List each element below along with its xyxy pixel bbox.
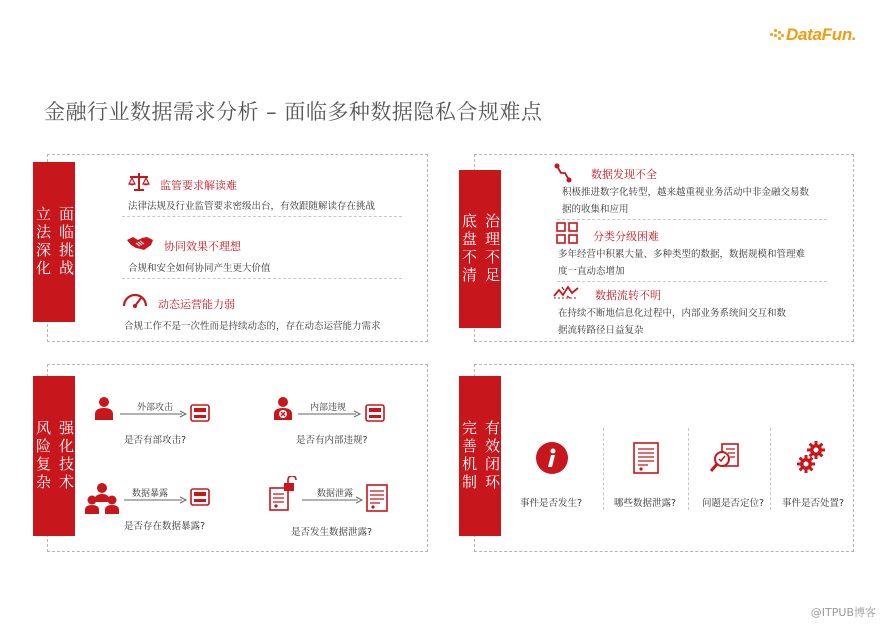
question-which-data-leaked: 哪些数据泄露? [614,498,677,509]
unlocked-document-icon [268,476,298,512]
item-title-collaboration: 协同效果不理想 [164,240,241,253]
label-internal-violation: 内部违规 [310,403,347,413]
side-label-risk [33,376,75,536]
arrow-icon [120,410,188,418]
person-icon [95,396,113,420]
item-desc-classification-1: 多年经营中积累大量、多种类型的数据，数据规模和管理难 [558,249,806,260]
item-desc-regulation: 法律法规及行业监管要求密级出台，有效跟随解读存在挑战 [128,201,376,212]
side-label-line2: 强化技术 [57,420,75,492]
page-title: 金融行业数据需求分析 – 面临多种数据隐私合规难点 [44,100,543,124]
arrow-icon [302,496,364,504]
info-icon [535,441,569,475]
arrow-icon [298,410,362,418]
person-blocked-icon [274,396,292,420]
divider [770,428,771,510]
question-data-leak: 是否发生数据泄露? [291,527,373,538]
side-label-legislation [33,162,75,322]
data-discovery-icon [554,163,572,183]
side-label-line1: 立法深化 [34,206,52,278]
handshake-icon [127,234,153,252]
storage-icon [365,404,385,422]
divider [557,219,827,220]
gauge-icon [122,292,148,308]
label-external-attack: 外部攻击 [137,403,174,413]
group-icon [85,482,119,514]
item-desc-collaboration: 合规和安全如何协同产生更大价值 [128,263,271,274]
question-data-exposure: 是否存在数据暴露? [124,521,206,532]
divider [603,428,604,510]
label-data-leak: 数据泄露 [317,489,354,499]
side-label-mechanism [459,376,501,536]
item-desc-operations: 合规工作不是一次性而是持续动态的，存在动态运营能力需求 [124,321,381,332]
item-title-operations: 动态运营能力弱 [158,298,235,311]
item-desc-discovery-2: 据的收集和应用 [562,204,629,215]
divider [122,278,402,279]
item-title-classification: 分类分级困难 [593,230,659,243]
question-issue-located: 问题是否定位? [702,498,765,509]
search-document-icon [710,443,742,473]
storage-icon [190,488,210,506]
question-event-occurred: 事件是否发生? [520,498,583,509]
arrow-icon [124,496,188,504]
document-icon [633,442,659,474]
divider [122,216,402,217]
item-title-regulation: 监管要求解读难 [160,179,237,192]
side-label-line1: 底盘不清 [460,213,478,285]
label-data-exposure: 数据暴露 [132,489,169,499]
item-title-flow: 数据流转不明 [595,289,661,302]
side-label-line2: 治理不足 [483,213,501,285]
divider [688,428,689,510]
question-internal-violation: 是否有内部违规? [296,435,368,446]
question-external-attack: 是否有部攻击? [124,435,187,446]
classification-grid-icon [556,222,578,244]
item-desc-classification-2: 度一直动态增加 [558,266,625,277]
divider [557,281,827,282]
question-event-handled: 事件是否处置? [782,498,845,509]
item-desc-discovery-1: 积极推进数字化转型，越来越重视业务活动中非金融交易数 [562,187,810,198]
logo-text: DataFun. [786,25,857,44]
side-label-line1: 风险复杂 [34,420,52,492]
logo-dots-icon [770,28,784,42]
gears-icon [796,440,826,474]
datafun-logo [770,22,856,48]
scale-icon [128,172,150,192]
watermark: @ITPUB博客 [810,606,876,619]
document-icon [366,484,388,512]
side-label-line2: 有效闭环 [483,420,501,492]
item-desc-flow-1: 在持续不断地信息化过程中，内部业务系统间交互和数 [558,308,787,319]
data-flow-icon [553,284,579,300]
item-desc-flow-2: 据流转路径日益复杂 [558,325,644,336]
item-title-discovery: 数据发现不全 [591,168,657,181]
side-label-line1: 完善机制 [460,420,478,492]
side-label-governance [459,170,501,328]
side-label-line2: 面临挑战 [57,206,75,278]
storage-icon [190,404,210,422]
